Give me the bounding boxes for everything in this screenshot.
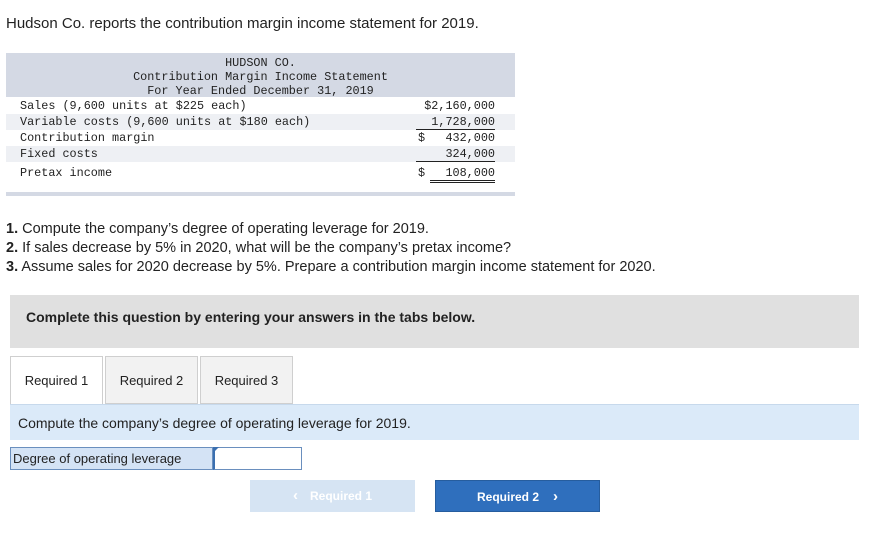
- banner-text: Complete this question by entering your answers in the tabs below.: [26, 309, 476, 325]
- question-text: Compute the company’s degree of operating leverage for 2019.: [18, 221, 429, 237]
- statement-row-sales: [6, 98, 515, 114]
- question-text: If sales decrease by 5% in 2020, what will be the company’s pretax income?: [18, 240, 512, 256]
- input-corner-marker: [213, 447, 219, 453]
- degree-of-operating-leverage-label: Degree of operating leverage: [10, 447, 213, 470]
- row-dollar-sign: $: [418, 166, 426, 180]
- statement-bottom-bar: [6, 192, 515, 196]
- question-number: 1.: [6, 221, 19, 237]
- row-value: $2,160,000: [424, 99, 495, 113]
- tab-panel-instruction: [10, 404, 859, 440]
- income-statement: [6, 53, 515, 196]
- chevron-right-icon: ›: [553, 488, 558, 505]
- question-number: 2.: [6, 240, 19, 256]
- statement-title: Contribution Margin Income Statement: [133, 70, 388, 84]
- question-item: [6, 239, 656, 258]
- instruction-banner: [10, 295, 859, 348]
- row-value: 432,000: [445, 131, 495, 145]
- row-label: Sales (9,600 units at $225 each): [20, 99, 247, 113]
- row-label: Fixed costs: [20, 147, 98, 161]
- question-list: [6, 220, 656, 277]
- statement-period: For Year Ended December 31, 2019: [147, 84, 374, 98]
- row-label: Contribution margin: [20, 131, 155, 145]
- statement-header: [6, 53, 515, 97]
- row-label: Variable costs (9,600 units at $180 each): [20, 115, 311, 129]
- next-button-label: Required 2: [476, 490, 539, 504]
- statement-row-variable-costs: [6, 114, 515, 130]
- tab-required-2[interactable]: Required 2: [105, 356, 198, 404]
- intro-text: Hudson Co. reports the contribution margin income statement for 2019.: [6, 15, 479, 32]
- row-value: 108,000: [430, 166, 495, 183]
- prev-button-label: Required 1: [309, 489, 372, 503]
- row-value: 324,000: [416, 147, 495, 162]
- question-number: 3.: [6, 259, 19, 275]
- statement-row-fixed-costs: [6, 146, 515, 162]
- panel-instruction-text: Compute the company’s degree of operating leverage for 2019.: [18, 415, 411, 431]
- statement-row-contribution-margin: [6, 130, 515, 146]
- degree-of-operating-leverage-input[interactable]: [213, 447, 302, 470]
- statement-company: HUDSON CO.: [225, 56, 296, 70]
- next-required-button[interactable]: [435, 480, 600, 512]
- tab-required-3[interactable]: Required 3: [200, 356, 293, 404]
- row-label: Pretax income: [20, 166, 113, 180]
- tab-required-1[interactable]: Required 1: [10, 356, 103, 405]
- chevron-left-icon: ‹: [292, 487, 298, 504]
- question-item: [6, 220, 656, 239]
- prev-required-button[interactable]: [250, 480, 415, 512]
- row-dollar-sign: $: [418, 131, 426, 145]
- question-text: Assume sales for 2020 decrease by 5%. Prepare a contribution margin income statement for 2020.: [18, 259, 656, 275]
- statement-row-pretax-income: [6, 165, 515, 181]
- row-value: 1,728,000: [416, 115, 495, 130]
- question-item: [6, 258, 656, 277]
